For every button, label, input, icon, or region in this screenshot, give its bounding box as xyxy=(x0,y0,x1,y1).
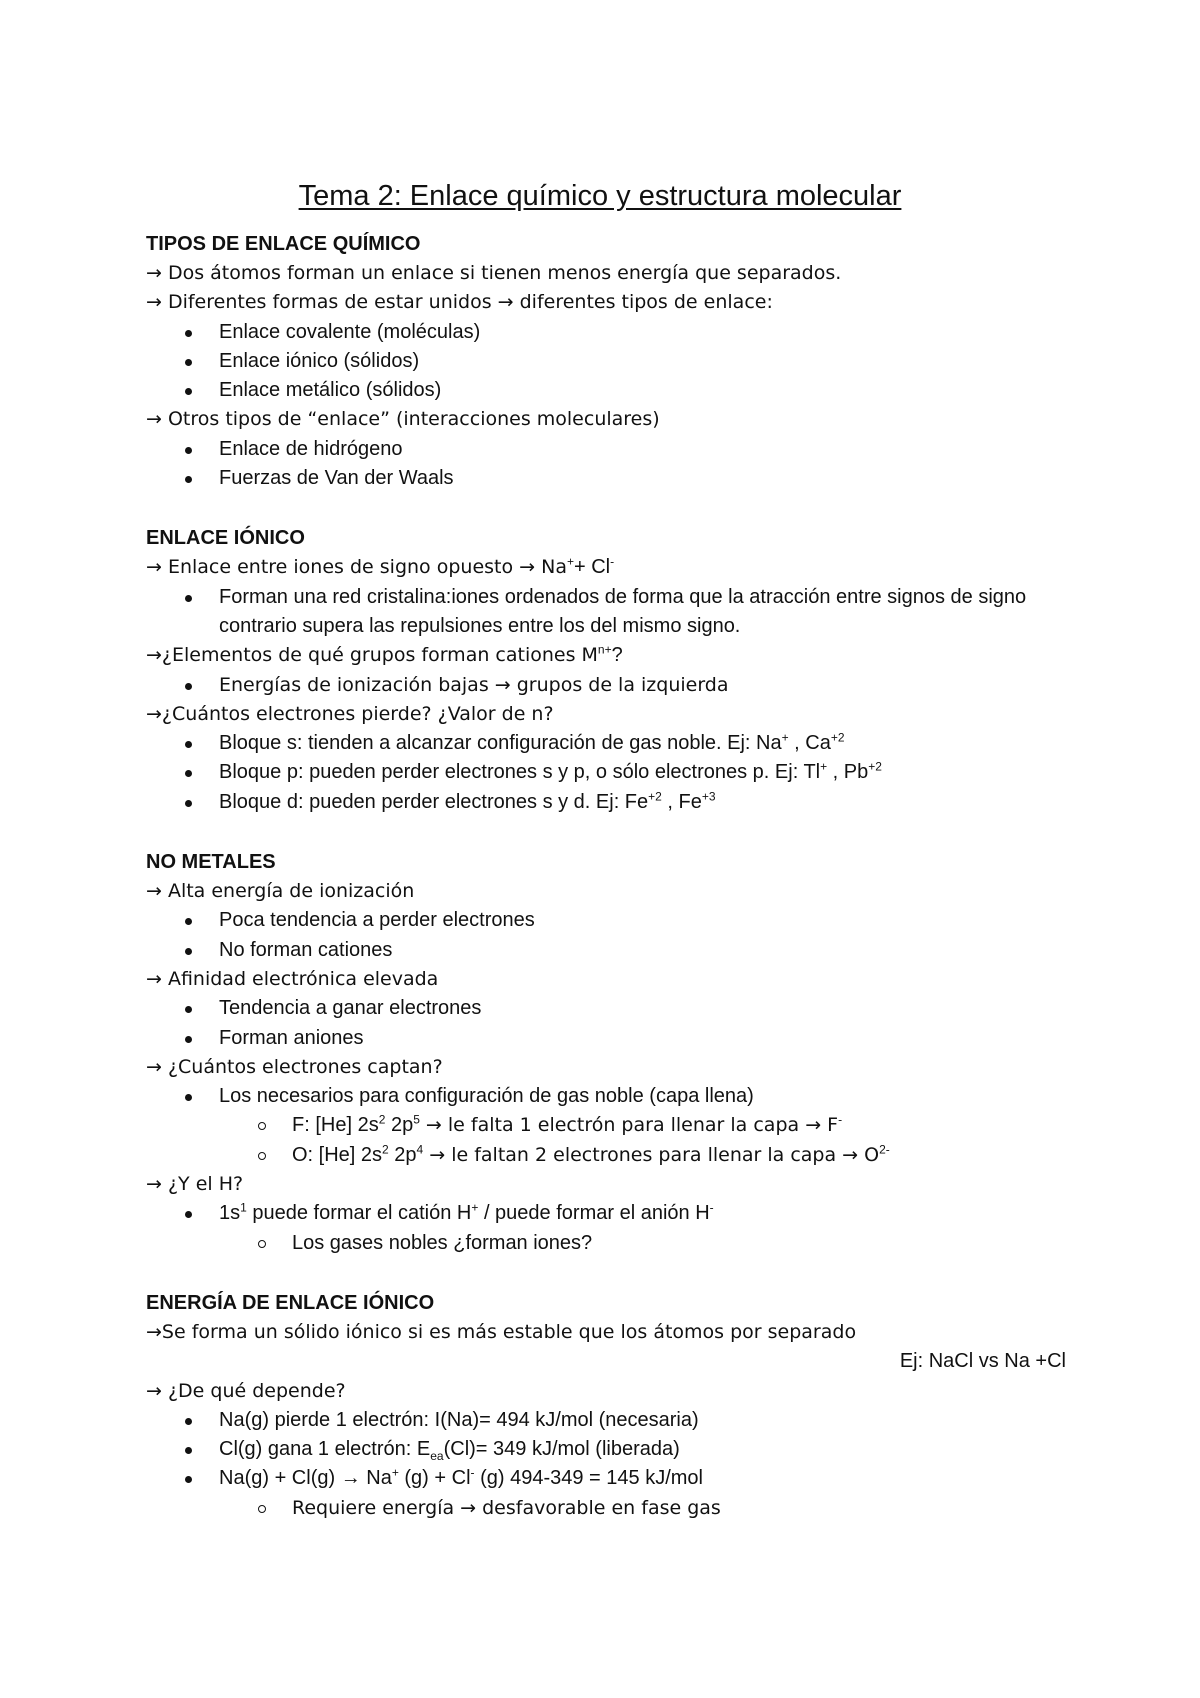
document-body xyxy=(146,229,1066,1523)
bullet-item: Tendencia a ganar electrones xyxy=(146,994,1066,1023)
bullet-item: Energías de ionización bajas → grupos de la izquierda xyxy=(146,671,1066,700)
sub-bullet-item: F: [He] $2s^2$ $2p^5$ → le falta 1 electrón para llenar la capa → F- xyxy=(146,1111,1066,1140)
bullet-item: $1s^1$ puede formar el catión H+ / puede formar el anión H- xyxy=(146,1199,1066,1228)
bullet-item: Fuerzas de Van der Waals xyxy=(146,464,1066,493)
bullet-item: Los necesarios para configuración de gas noble (capa llena) xyxy=(146,1082,1066,1111)
bullet-item: Bloque d: pueden perder electrones s y d. Ej: $Fe^{+2}$ , $Fe^{+3}$ xyxy=(146,788,1066,817)
bullet-item: Bloque p: pueden perder electrones s y p, o sólo electrones p. Ej: Tl+ , $Pb^{+2}$ xyxy=(146,758,1066,787)
bullet-item: Enlace de hidrógeno xyxy=(146,435,1066,464)
bullet-item: Cl(g) gana 1 electrón: $E_{ea}(Cl)= 349$ kJ/mol (liberada) xyxy=(146,1435,1066,1464)
bullet-item: Poca tendencia a perder electrones xyxy=(146,906,1066,935)
section-heading-tipos: TIPOS DE ENLACE QUÍMICO xyxy=(146,233,421,255)
text-line: → ¿Cuántos electrones captan? xyxy=(146,1055,443,1078)
bullet-item: No forman cationes xyxy=(146,936,1066,965)
page-title: Tema 2: Enlace químico y estructura molecular xyxy=(298,180,902,212)
section-heading-energia: ENERGÍA DE ENLACE IÓNICO xyxy=(146,1291,435,1314)
example-line: Ej: NaCl vs Na +Cl xyxy=(899,1350,1066,1373)
text-line: →¿Elementos de qué grupos forman cationes $M^{n+}$? xyxy=(146,642,623,667)
text-line: →¿Cuántos electrones pierde? ¿Valor de n? xyxy=(146,702,554,725)
bullet-item: Na(g) pierde 1 electrón: I(Na)= 494 kJ/mol (necesaria) xyxy=(146,1406,1066,1435)
text-line: → Afinidad electrónica elevada xyxy=(146,967,439,990)
bullet-item: Bloque s: tienden a alcanzar configuración de gas noble. Ej: Na+ , $Ca^{+2}$ xyxy=(146,729,1066,758)
bullet-item: Na(g) + Cl(g) → Na+ (g) + Cl- (g) 494-349 = 145 kJ/mol xyxy=(146,1464,1066,1493)
text-line: → Enlace entre iones de signo opuesto → Na++ Cl- xyxy=(146,554,615,579)
bullet-item: Forman una red cristalina:iones ordenados de forma que la atracción entre signos de signo contrario supera las repulsiones entre los del mismo signo. xyxy=(146,583,1069,642)
sub-bullet-item: Los gases nobles ¿forman iones? xyxy=(146,1229,1066,1258)
text-line: → Otros tipos de “enlace” (interacciones moleculares) xyxy=(146,408,660,431)
section-heading-ionico: ENLACE IÓNICO xyxy=(146,527,305,550)
text-line: → ¿De qué depende? xyxy=(146,1379,346,1402)
text-line: → Diferentes formas de estar unidos → diferentes tipos de enlace: xyxy=(146,291,773,314)
text-line: → Alta energía de ionización xyxy=(146,880,415,903)
section-heading-nometales: NO METALES xyxy=(146,851,276,874)
sub-bullet-item: Requiere energía → desfavorable en fase gas xyxy=(146,1494,1066,1523)
bullet-item: Enlace metálico (sólidos) xyxy=(146,376,1066,405)
text-line: → ¿Y el H? xyxy=(146,1173,244,1196)
text-line: →Se forma un sólido iónico si es más estable que los átomos por separado xyxy=(146,1320,857,1343)
sub-bullet-item: O: [He] $2s^2$ $2p^4$ → le faltan 2 electrones para llenar la capa → $O^{2-}$ xyxy=(146,1141,1066,1170)
bullet-item: Enlace iónico (sólidos) xyxy=(146,347,1066,376)
bullet-item: Forman aniones xyxy=(146,1024,1066,1053)
text-line: → Dos átomos forman un enlace si tienen menos energía que separados. xyxy=(146,262,842,284)
bullet-item: Enlace covalente (moléculas) xyxy=(146,318,1066,347)
